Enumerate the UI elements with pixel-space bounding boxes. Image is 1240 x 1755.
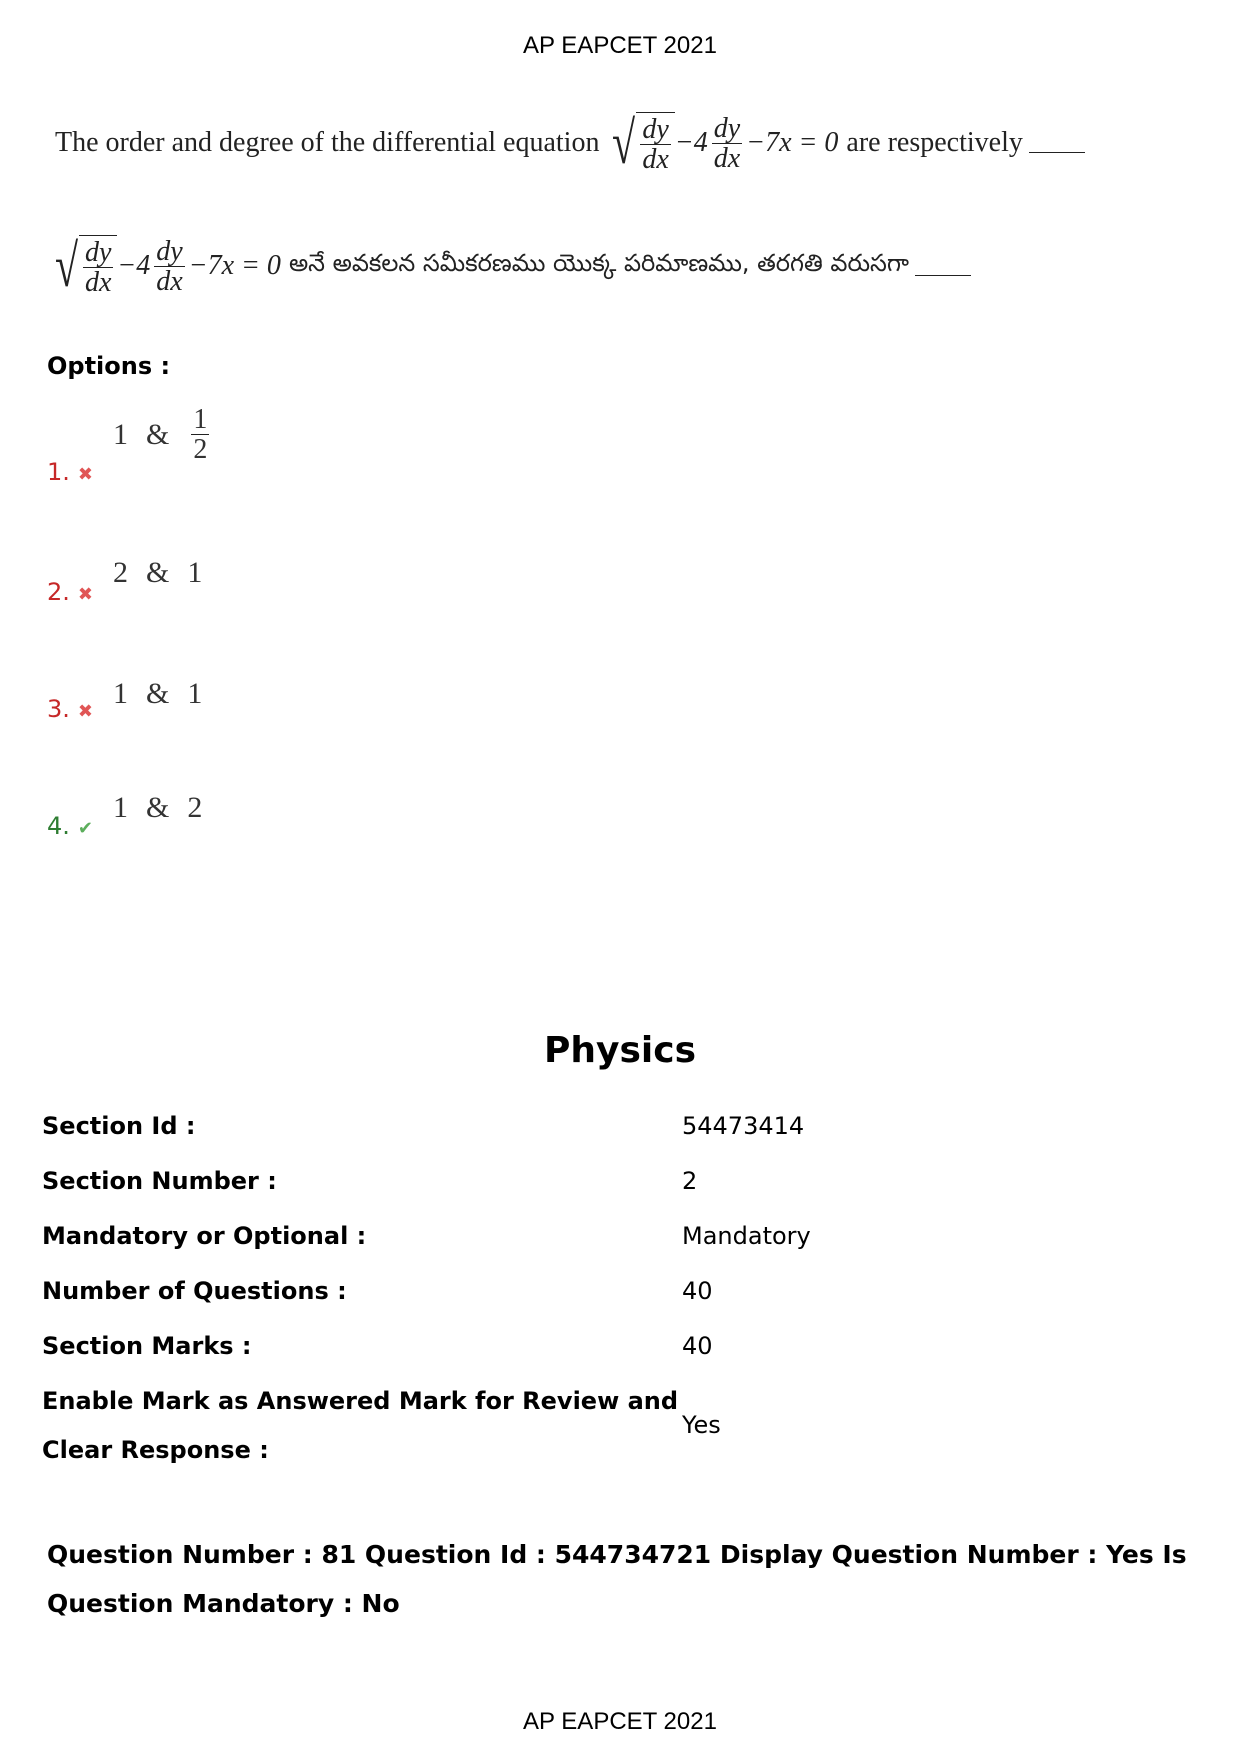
num-questions-value: 40 bbox=[682, 1277, 713, 1305]
question-telugu bbox=[50, 235, 971, 298]
option-value-first: 1 bbox=[113, 417, 128, 451]
section-marks-value: 40 bbox=[682, 1332, 713, 1360]
section-id-label: Section Id : bbox=[42, 1112, 196, 1140]
option-value-first: 1 bbox=[113, 791, 128, 824]
cross-icon: ✖ bbox=[77, 701, 93, 722]
question-english-suffix: are respectively bbox=[846, 127, 1023, 159]
equation-tail: −7x = 0 bbox=[188, 250, 281, 282]
frac-denominator: dx bbox=[156, 265, 183, 297]
page-header: AP EAPCET 2021 bbox=[523, 32, 717, 59]
section-number-label: Section Number : bbox=[42, 1167, 277, 1195]
option-value-amp: & bbox=[146, 791, 170, 824]
frac-denominator: dx bbox=[642, 144, 669, 176]
options-heading: Options : bbox=[47, 352, 171, 380]
equation-minus-four: −4 bbox=[674, 127, 708, 159]
option-value-amp: & bbox=[146, 556, 170, 589]
equation-fraction bbox=[712, 114, 742, 174]
frac-denominator: dx bbox=[713, 142, 741, 174]
option-value-second: 2 bbox=[187, 791, 203, 824]
cross-icon: ✖ bbox=[77, 584, 93, 605]
frac-numerator: dy bbox=[642, 114, 669, 145]
option-2-value bbox=[113, 556, 220, 590]
page-footer: AP EAPCET 2021 bbox=[523, 1708, 717, 1735]
enable-mark-label-line1: Enable Mark as Answered Mark for Review and bbox=[42, 1387, 679, 1415]
option-3-value bbox=[113, 677, 220, 711]
question-telugu-text: అనే అవకలన సమీకరణము యొక్క పరిమాణము, తరగతి వరుసగా bbox=[288, 249, 909, 278]
enable-mark-label-line2: Clear Response : bbox=[42, 1436, 269, 1464]
equation-tail: −7x = 0 bbox=[746, 127, 839, 159]
option-3-label bbox=[47, 695, 93, 723]
option-value-second: 1 bbox=[187, 677, 203, 710]
section-id-value: 54473414 bbox=[682, 1112, 805, 1140]
frac-denominator: dx bbox=[84, 267, 112, 299]
option-value-fraction bbox=[191, 405, 227, 465]
mandatory-label: Mandatory or Optional : bbox=[42, 1222, 367, 1250]
frac-denominator: 2 bbox=[193, 434, 208, 466]
equation-sqrt: √ $\frac{dy}{dx}$ bbox=[607, 112, 674, 175]
option-number: 4. bbox=[47, 812, 70, 840]
option-number: 2. bbox=[47, 578, 70, 606]
option-1-value bbox=[113, 405, 245, 465]
answer-blank bbox=[915, 257, 971, 276]
equation-fraction bbox=[154, 237, 184, 297]
enable-mark-value: Yes bbox=[682, 1411, 721, 1439]
option-1-label bbox=[47, 458, 93, 486]
option-2-label bbox=[47, 578, 93, 606]
num-questions-label: Number of Questions : bbox=[42, 1277, 347, 1305]
option-value-first: 1 bbox=[113, 677, 128, 710]
frac-numerator: dy bbox=[84, 237, 112, 268]
answer-blank bbox=[1029, 134, 1085, 153]
check-icon: ✔ bbox=[77, 818, 93, 839]
equation-minus-four: −4 bbox=[117, 250, 151, 282]
option-value-amp: & bbox=[146, 677, 170, 710]
question-english-text: The order and degree of the differential equation bbox=[55, 127, 600, 159]
option-value-amp: & bbox=[146, 417, 170, 451]
question-info: Question Number : 81 Question Id : 544734721 Display Question Number : Yes Is Question Mandatory : No bbox=[47, 1540, 1187, 1618]
frac-numerator: 1 bbox=[193, 404, 208, 435]
option-4-value bbox=[113, 791, 220, 825]
mandatory-value: Mandatory bbox=[682, 1222, 811, 1250]
section-marks-label: Section Marks : bbox=[42, 1332, 252, 1360]
question-english bbox=[55, 112, 1085, 175]
option-value-first: 2 bbox=[113, 556, 128, 589]
section-title: Physics bbox=[543, 1030, 696, 1071]
section-number-value: 2 bbox=[682, 1167, 698, 1195]
frac-numerator: dy bbox=[713, 112, 741, 144]
option-number: 1. bbox=[47, 458, 70, 486]
frac-numerator: dy bbox=[156, 235, 183, 267]
option-value-second: 1 bbox=[187, 556, 203, 589]
cross-icon: ✖ bbox=[77, 464, 93, 485]
option-number: 3. bbox=[47, 695, 70, 723]
equation-sqrt: √ $\frac{dy}{dx}$ bbox=[50, 235, 117, 298]
option-4-label bbox=[47, 812, 93, 840]
